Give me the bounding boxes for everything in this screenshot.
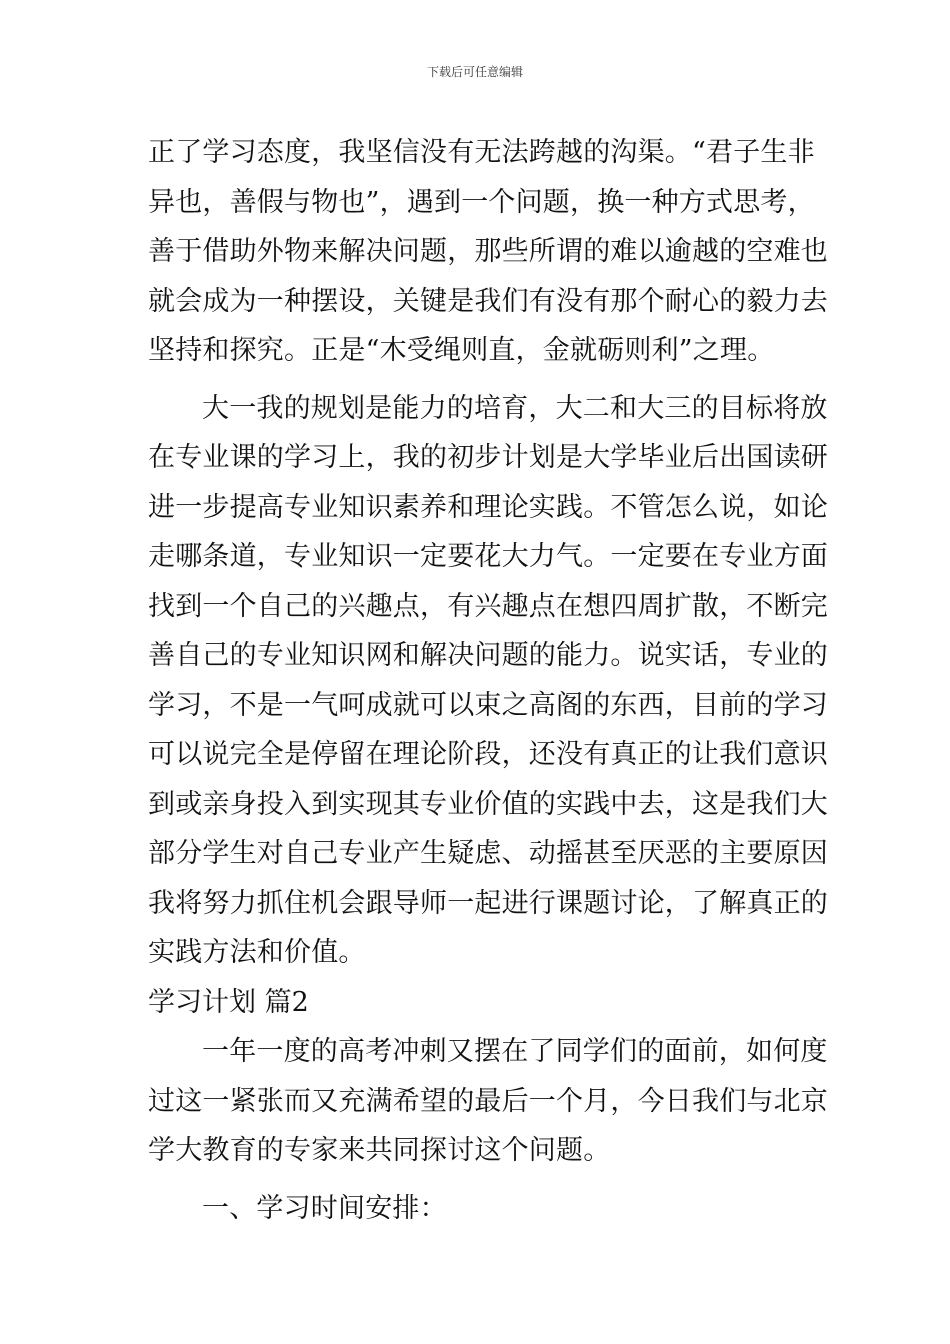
- text-line: 善自己的专业知识网和解决问题的能力。说实话，专业的: [148, 640, 828, 671]
- section-heading: 学习计划 篇2: [148, 986, 309, 1018]
- paragraph-3: [148, 1027, 828, 1176]
- text-line: 走哪条道，专业知识一定要花大力气。一定要在专业方面: [148, 541, 828, 572]
- page-header: 下载后可任意编辑: [426, 65, 523, 79]
- text-line: 一年一度的高考冲刺又摆在了同学们的面前，如何度: [202, 1036, 828, 1067]
- text-line: 实践方法和价值。: [148, 937, 366, 968]
- subheading: 一、学习时间安排：: [202, 1192, 447, 1224]
- text-line: 善于借助外物来解决问题，那些所谓的难以逾越的空难也: [148, 236, 828, 267]
- document-body: [148, 128, 828, 1233]
- text-line: 异也，善假与物也”，遇到一个问题，换一种方式思考，: [148, 186, 815, 218]
- text-line: 我将努力抓住机会跟导师一起进行课题讨论，了解真正的: [148, 887, 828, 919]
- text-line: 就会成为一种摆设，关键是我们有没有那个耐心的毅力去: [148, 285, 828, 317]
- text-line: 坚持和探究。正是“木受绳则直，金就砺则利”之理。: [148, 335, 775, 366]
- text-line: 进一步提高专业知识素养和理论实践。不管怎么说，如论: [148, 491, 828, 523]
- text-line: 过这一紧张而又充满希望的最后一个月，今日我们与北京: [148, 1085, 828, 1117]
- paragraph-1: [148, 128, 828, 376]
- text-line: 学习，不是一气呵成就可以束之高阁的东西，目前的学习: [148, 689, 828, 721]
- text-line: 到或亲身投入到实现其专业价值的实践中去，这是我们大: [148, 788, 828, 820]
- text-line: 找到一个自己的兴趣点，有兴趣点在想四周扩散，不断完: [148, 590, 828, 622]
- text-line: 大一我的规划是能力的培育，大二和大三的目标将放: [202, 392, 828, 424]
- text-line: 学大教育的专家来共同探讨这个问题。: [148, 1135, 611, 1166]
- text-line: 部分学生对自己专业产生疑虑、动摇甚至厌恶的主要原因: [148, 838, 828, 869]
- paragraph-gap: [148, 1176, 808, 1184]
- text-line: 可以说完全是停留在理论阶段，还没有真正的让我们意识: [148, 739, 828, 770]
- paragraph-2: [148, 384, 828, 978]
- text-line: 在专业课的学习上，我的初步计划是大学毕业后出国读研: [148, 442, 828, 473]
- text-line: 正了学习态度，我坚信没有无法跨越的沟渠。“君子生非: [148, 137, 815, 168]
- paragraph-gap: [148, 376, 808, 384]
